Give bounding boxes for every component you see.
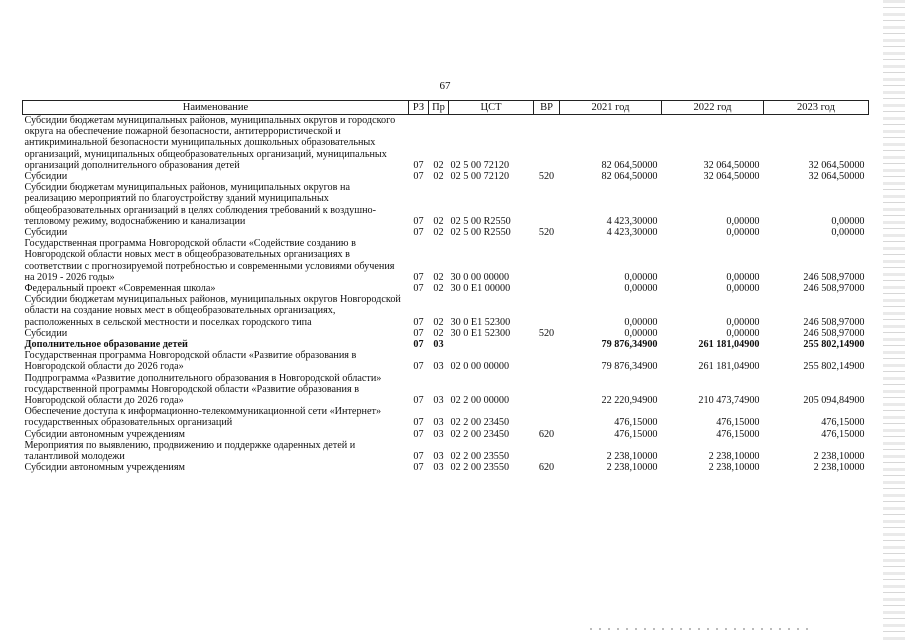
cell-pr: 02 (433, 271, 444, 283)
cell-cst: 02 5 00 72120 (450, 171, 510, 183)
table-row (23, 182, 869, 227)
cell-y2022: 476,15000 (716, 428, 760, 440)
cell-y2022: 261 181,04900 (698, 339, 760, 351)
cell-y2021: 2 238,10000 (606, 451, 658, 463)
cell-y2023: 0,00000 (831, 227, 865, 239)
cell-pr: 03 (433, 417, 444, 429)
cell-y2023: 476,15000 (821, 417, 865, 429)
table-row (23, 373, 869, 407)
cell-y2022: 2 238,10000 (708, 462, 760, 474)
cell-vr: 620 (538, 428, 555, 440)
cell-vr (534, 350, 560, 372)
cell-vr (534, 294, 560, 328)
cell-pr: 02 (433, 283, 444, 295)
cell-rz: 07 (413, 327, 424, 339)
cell-y2022: 0,00000 (726, 215, 760, 227)
cell-cst: 02 5 00 72120 (450, 159, 510, 171)
cell-rz: 07 (413, 462, 424, 474)
cell-rz: 07 (413, 283, 424, 295)
cell-vr (534, 440, 560, 462)
cell-name: Государственная программа Новгородской области «Развитие образования в Новгородской области до 2026 года» (24, 350, 357, 373)
cell-cst: 02 2 00 00000 (450, 395, 510, 407)
cell-pr: 03 (433, 361, 444, 373)
header-2022: 2022 год (662, 101, 764, 115)
cell-y2022: 0,00000 (726, 227, 760, 239)
cell-y2022: 0,00000 (726, 283, 760, 295)
cell-rz: 07 (413, 361, 424, 373)
cell-y2021: 82 064,50000 (601, 171, 658, 183)
cell-y2021: 476,15000 (614, 428, 658, 440)
cell-cst: 02 2 00 23450 (450, 417, 510, 429)
cell-vr (534, 238, 560, 283)
table-row (23, 115, 869, 172)
cell-pr: 02 (433, 227, 444, 239)
cell-name: Подпрограмма «Развитие дополнительного образования в Новгородской области» государственной программы Новгородской области «Развитие образования в Новгородской области до 2026 года» (24, 372, 382, 407)
table-row (23, 429, 869, 440)
cell-rz: 07 (413, 159, 424, 171)
cell-rz: 07 (413, 395, 424, 407)
table-row (23, 339, 869, 350)
cell-rz: 07 (413, 171, 424, 183)
cell-name: Обеспечение доступа к информационно-телекоммуникационной сети «Интернет» государственных образовательных организаций (24, 406, 382, 429)
cell-rz: 07 (413, 215, 424, 227)
cell-rz: 07 (413, 271, 424, 283)
table-row (23, 171, 869, 182)
table-row (23, 350, 869, 372)
table-body (23, 115, 869, 474)
cell-cst: 02 0 00 00000 (450, 361, 510, 373)
cell-y2023: 246 508,97000 (803, 271, 865, 283)
cell-name: Субсидии бюджетам муниципальных районов, муниципальных округов на реализацию мероприятий по благоустройству зданий муниципальных общеобразовательных организаций в целях соблюдения требований к воздушно-тепловому режиму, водоснабжению и канализации (24, 182, 377, 227)
cell-name: Субсидии автономным учреждениям (24, 428, 185, 440)
header-vr: ВР (534, 101, 560, 115)
cell-pr: 03 (433, 339, 444, 351)
cell-y2022: 0,00000 (726, 271, 760, 283)
cell-vr: 620 (538, 462, 555, 474)
table-row (23, 328, 869, 339)
cell-y2022: 32 064,50000 (703, 171, 760, 183)
cell-vr: 520 (538, 327, 555, 339)
cell-name: Субсидии бюджетам муниципальных районов, муниципальных округов Новгородской области на создание новых мест в общеобразовательных организациях, расположенных в сельской местности и поселках городского типа (24, 294, 401, 328)
table-row (23, 294, 869, 328)
table-row (23, 440, 869, 462)
cell-vr (534, 406, 560, 428)
cell-y2021: 4 423,30000 (606, 215, 658, 227)
cell-y2023: 255 802,14900 (803, 339, 865, 351)
cell-vr (534, 339, 560, 350)
cell-cst: 30 0 E1 52300 (450, 327, 511, 339)
table-row (23, 238, 869, 283)
cell-name: Государственная программа Новгородской области «Содействие созданию в Новгородской области новых мест в общеобразовательных организациях в соответствии с прогнозируемой потребностью и современными условиями обучения на 2019 - 2026 годы» (24, 238, 395, 283)
cell-cst: 30 0 E1 00000 (450, 283, 511, 295)
header-pr: Пр (429, 101, 449, 115)
cell-y2023: 32 064,50000 (808, 159, 865, 171)
table-row (23, 227, 869, 238)
cell-vr (534, 115, 560, 172)
cell-vr: 520 (538, 227, 555, 239)
cell-y2023: 2 238,10000 (813, 462, 865, 474)
cell-name: Субсидии (24, 171, 68, 183)
cell-cst: 02 2 00 23450 (450, 428, 510, 440)
page-number: 67 (439, 80, 451, 92)
cell-y2021: 79 876,34900 (601, 361, 658, 373)
cell-cst (449, 339, 534, 350)
cell-name: Субсидии автономным учреждениям (24, 462, 185, 474)
cell-cst: 02 2 00 23550 (450, 451, 510, 463)
cell-y2023: 246 508,97000 (803, 327, 865, 339)
header-2023: 2023 год (764, 101, 869, 115)
table-row (23, 283, 869, 294)
cell-pr: 02 (433, 316, 444, 328)
cell-pr: 03 (433, 451, 444, 463)
cell-y2022: 32 064,50000 (703, 159, 760, 171)
cell-name: Субсидии (24, 327, 68, 339)
cell-cst: 02 5 00 R2550 (450, 215, 511, 227)
budget-table (22, 100, 869, 474)
cell-y2021: 82 064,50000 (601, 159, 658, 171)
cell-y2021: 476,15000 (614, 417, 658, 429)
cell-y2021: 0,00000 (624, 327, 658, 339)
cell-cst: 30 0 00 00000 (450, 271, 510, 283)
cell-y2021: 22 220,94900 (601, 395, 658, 407)
cell-y2021: 0,00000 (624, 283, 658, 295)
cell-vr (534, 182, 560, 227)
scanned-page-edge (883, 0, 905, 640)
cell-pr: 03 (433, 395, 444, 407)
cell-vr: 520 (538, 171, 555, 183)
cell-y2021: 0,00000 (624, 316, 658, 328)
cell-y2023: 255 802,14900 (803, 361, 865, 373)
cell-y2023: 0,00000 (831, 215, 865, 227)
cell-y2023: 476,15000 (821, 428, 865, 440)
table-row (23, 462, 869, 473)
cell-y2022: 210 473,74900 (698, 395, 760, 407)
cell-y2022: 476,15000 (716, 417, 760, 429)
cell-rz: 07 (413, 316, 424, 328)
cell-rz: 07 (413, 339, 424, 351)
cell-y2023: 32 064,50000 (808, 171, 865, 183)
cell-name: Субсидии (24, 227, 68, 239)
header-name: Наименование (23, 101, 409, 115)
cell-cst: 30 0 E1 52300 (450, 316, 511, 328)
cell-pr: 02 (433, 159, 444, 171)
cell-y2022: 261 181,04900 (698, 361, 760, 373)
cell-y2021: 4 423,30000 (606, 227, 658, 239)
cell-y2021: 0,00000 (624, 271, 658, 283)
header-2021: 2021 год (560, 101, 662, 115)
cell-rz: 07 (413, 451, 424, 463)
cell-vr (534, 283, 560, 294)
cell-name: Субсидии бюджетам муниципальных районов, муниципальных округов и городского округа на обеспечение пожарной безопасности, антитеррористической и антикриминальной безопасности муниципальных дошкольных образовательных организаций, муниципальных общеобразовательных организаций, муниципальных организаций дополнительного образования детей (24, 115, 396, 171)
cell-pr: 02 (433, 171, 444, 183)
cell-y2022: 2 238,10000 (708, 451, 760, 463)
cell-y2023: 205 094,84900 (803, 395, 865, 407)
cell-pr: 03 (433, 428, 444, 440)
cell-y2022: 0,00000 (726, 327, 760, 339)
cell-vr (534, 373, 560, 407)
cell-cst: 02 2 00 23550 (450, 462, 510, 474)
cell-name: Дополнительное образование детей (24, 339, 188, 351)
header-cst: ЦСТ (449, 101, 534, 115)
cell-name: Федеральный проект «Современная школа» (24, 283, 216, 295)
cell-y2023: 2 238,10000 (813, 451, 865, 463)
cell-pr: 02 (433, 327, 444, 339)
cell-name: Мероприятия по выявлению, продвижению и поддержке одаренных детей и талантливой молодежи (24, 439, 356, 463)
table-row (23, 406, 869, 428)
cell-y2021: 79 876,34900 (601, 339, 658, 351)
cell-pr: 02 (433, 215, 444, 227)
cell-y2021: 2 238,10000 (606, 462, 658, 474)
cell-pr: 03 (433, 462, 444, 474)
cell-cst: 02 5 00 R2550 (450, 227, 511, 239)
cell-rz: 07 (413, 417, 424, 429)
cell-y2023: 246 508,97000 (803, 316, 865, 328)
header-rz: РЗ (409, 101, 429, 115)
cell-rz: 07 (413, 428, 424, 440)
cell-y2022: 0,00000 (726, 316, 760, 328)
table-header-row (23, 101, 869, 115)
cell-rz: 07 (413, 227, 424, 239)
scan-artifact (590, 628, 810, 630)
cell-y2023: 246 508,97000 (803, 283, 865, 295)
